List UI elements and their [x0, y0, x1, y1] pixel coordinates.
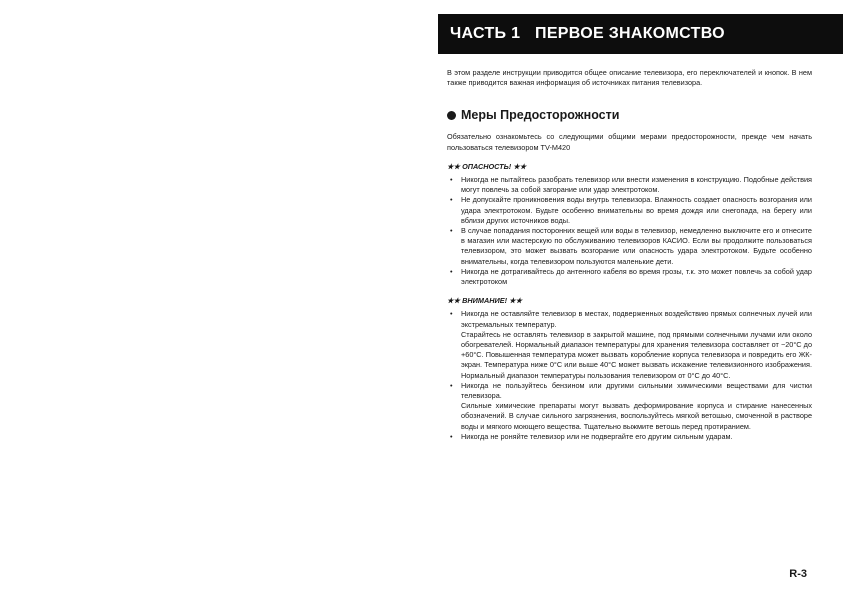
- bullet-dot-icon: [447, 111, 456, 120]
- danger-heading: ★★ ОПАСНОСТЬ! ★★: [447, 161, 527, 171]
- chapter-banner: [438, 14, 843, 54]
- list-item: • В случае попадания посторонних вещей или воды в телевизор, немедленно выключите его и отнесите в магазин или мастерскую по обслуживанию телевизоров КАСИО. Если вы продолжите пользоваться телевизором, это может вызвать возгорание или опасность удара электротоком. Будьте особенно внимательны, когда телевизором пользуются маленькие дети.: [447, 226, 812, 267]
- list-item-main: • Никогда не оставляйте телевизор в местах, подверженных воздействию прямых солнечных лучей или экстремальных температур.: [461, 309, 812, 329]
- list-item: • Никогда не дотрагивайтесь до антенного кабеля во время грозы, т.к. это может повлечь за собой удар электротоком: [447, 267, 812, 287]
- caution-list: [447, 309, 812, 442]
- list-item: [447, 432, 812, 442]
- list-item: [447, 309, 812, 380]
- list-item-main: • Никогда не роняйте телевизор или не подвергайте его другим сильным ударам.: [461, 431, 733, 441]
- page-content: [447, 68, 812, 442]
- list-item-main: • Никогда не пользуйтесь бензином или другими сильными химическими веществами для чистки телевизора.: [461, 380, 812, 401]
- intro-paragraph: В этом разделе инструкции приводится общее описание телевизора, его переключателей и кнопок. В нем также приводится важная информация об источниках питания телевизора.: [447, 68, 812, 88]
- list-item: [447, 381, 812, 432]
- section-heading: [447, 108, 812, 123]
- chapter-title: ПЕРВОЕ ЗНАКОМСТВО: [535, 25, 725, 42]
- list-item: • Никогда не пытайтесь разобрать телевизор или внести изменения в конструкцию. Подобные действия могут повлечь за собой загорание или удар электротоком.: [447, 175, 812, 195]
- list-item-extra: Сильные химические препараты могут вызвать деформирование корпуса и стирание нанесенных обозначений. В случае сильного загрязнения, воспользуйтесь мягкой ветошью, смоченной в растворе воды и мягкого моющего вещества. Тщательно выжмите ветошь перед протиранием.: [461, 401, 812, 431]
- danger-list: [447, 175, 812, 287]
- section-lead: Обязательно ознакомьтесь со следующими общими мерами предосторожности, прежде чем начать пользоваться телевизором TV-M420: [447, 132, 812, 152]
- chapter-number: ЧАСТЬ 1: [450, 25, 521, 42]
- section-title-text: Меры Предосторожности: [461, 108, 620, 123]
- list-item-extra: Старайтесь не оставлять телевизор в закрытой машине, под прямыми солнечными лучами или около обогревателей. Нормальный диапазон температуры для хранения телевизора составляет от −20°C до +60°C. Повышенная температура может вызвать коробление корпуса телевизора и повредить его ЖК-экран. Температура ниже 0°C или выше 40°C может вызвать искажение телевизионного изображения. Нормальный диапазон температуры пользования телевизором от 0°C до 40°C.: [461, 329, 812, 380]
- page-number: R-3: [789, 568, 807, 580]
- caution-heading: ★★ ВНИМАНИЕ! ★★: [447, 296, 523, 306]
- list-item: • Не допускайте проникновения воды внутрь телевизора. Влажность создает опасность возгорания или удара электротоком. Будьте особенно внимательны во время дождя или снегопада, на берегу или вблизи других источников воды.: [447, 195, 812, 226]
